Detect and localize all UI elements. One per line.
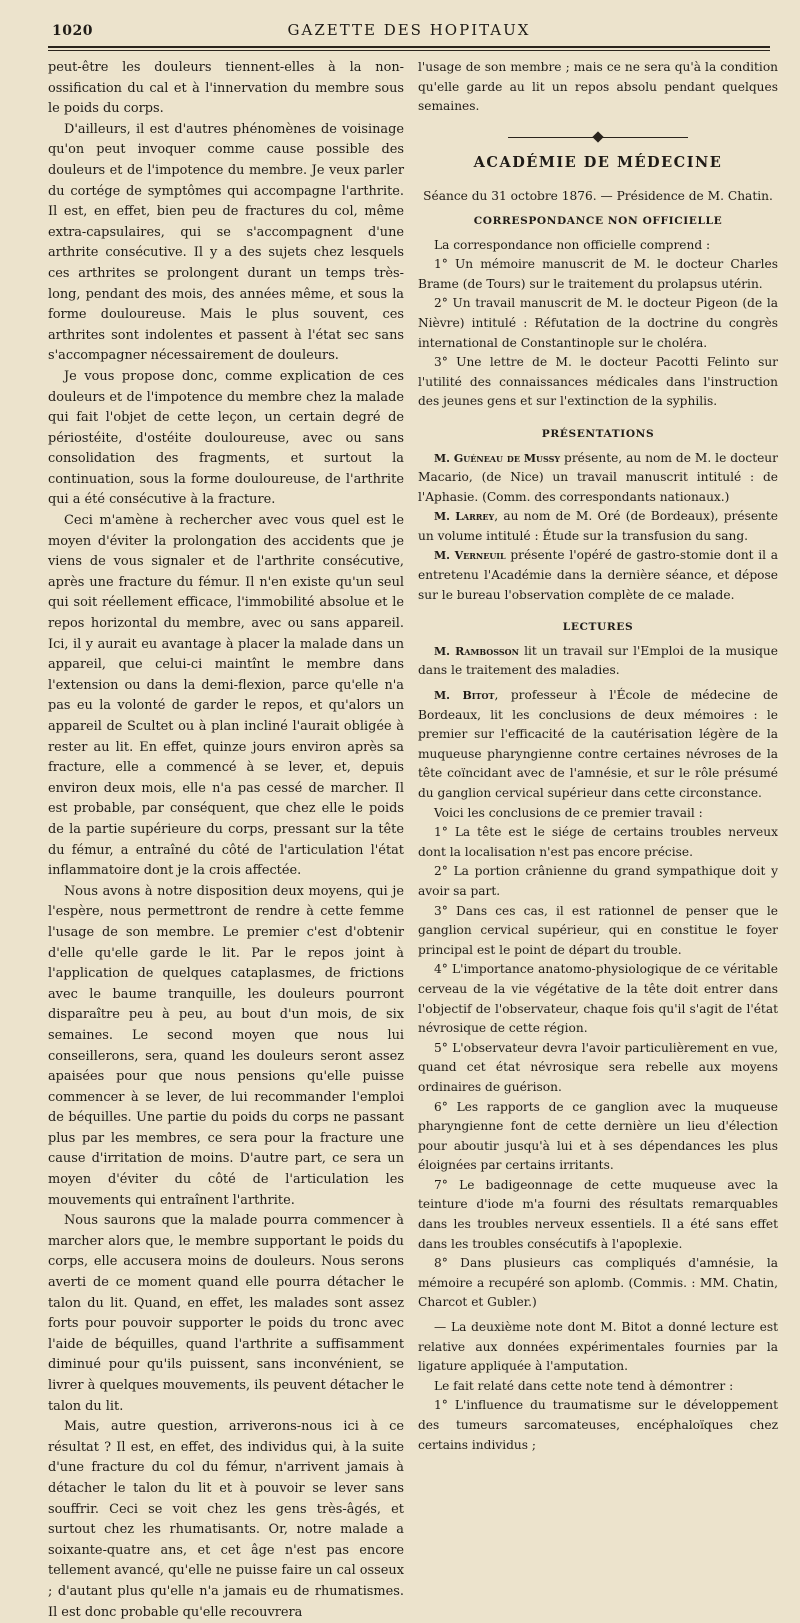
presentations-heading: PRÉSENTATIONS	[541, 427, 655, 440]
presentation-item: M. Guéneau de Mussy présente, au nom de M. le docteur Macario, (de Nice) un travail manuscrit intitulé : de l'Aphasie. (Comm. des correspondants nationaux.)	[418, 450, 778, 504]
paragraph: D'ailleurs, il est d'autres phénomènes de voisinage qu'on peut invoquer comme cause possible des douleurs et de l'impotence du membre. Je veux parler du cortége de symptômes qui accompagne l'arthrite. Il est, en effet, bien peu de fractures du col, même extra-capsulaires, qui se s'accompagnent d'une arthrite consécutive. Il y a des sujets chez lesquels ces arthrites se prolongent durant un temps très-long, pendant des mois, des années même, et sous la forme douloureuse. Mais le plus souvent, ces arthrites sont indolentes et passent à l'état sec sans s'accompagner nécessairement de douleurs.	[48, 121, 404, 364]
header-rule-thin	[48, 50, 770, 51]
conclusion-item: 3° Dans ces cas, il est rationnel de penser que le ganglion cervical supérieur, qui en constitue le foyer principal est le point de départ du trouble.	[418, 903, 778, 957]
conclusion-item: 6° Les rapports de ce ganglion avec la muqueuse pharyngienne font de cette dernière un lieu d'élection pour aboutir jusqu'à lui et à ses dépendances les plus éloignées par certains irritants.	[418, 1099, 778, 1173]
speaker-name: M. Bitot	[434, 689, 495, 703]
conclusion-item: 1° La tête est le siége de certains troubles nerveux dont la localisation n'est pas encore précise.	[418, 825, 778, 859]
journal-title: GAZETTE DES HOPITAUX	[287, 21, 531, 39]
paragraph: Ceci m'amène à rechercher avec vous quel est le moyen d'éviter la prolongation des accidents que je viens de vous signaler et de l'arthrite consécutive, après une fracture du fémur. Il n'en existe qu'un seul qui soit réellement efficace, l'immobilité absolue et le repos horizontal du membre, avec ou sans appareil. Ici, il y aurait eu avantage à placer la malade dans un appareil, que celui-ci maintînt le membre dans l'extension ou dans la demi-flexion, parce qu'elle n'a pas eu la volonté de garder le repos, et qu'alors un appareil de Scultet ou à plan incliné l'aurait obligée à rester au lit. En effet, quinze jours environ après sa fracture, elle a commencé à se lever, et, depuis environ deux mois, elle n'a pas cessé de marcher. Il est probable, par conséquent, que chez elle le poids de la partie supérieure du corps, pressant sur la tête du fémur, a entraîné du côté de l'articulation l'état inflammatoire dont je la crois affectée.	[48, 513, 404, 879]
left-column	[48, 58, 404, 1623]
header-rule	[48, 46, 770, 48]
second-note-paragraph: — La deuxième note dont M. Bitot a donné lecture est relative aux données expérimentales fournies par la ligature appliquée à l'amputation.	[418, 1320, 778, 1374]
fact-item: 1° L'influence du traumatisme sur le développement des tumeurs sarcomateuses, encéphaloïques chez certains individus ;	[418, 1398, 778, 1452]
correspondance-item: 1° Un mémoire manuscrit de M. le docteur Charles Brame (de Tours) sur le traitement du prolapsus utérin.	[418, 257, 778, 291]
continuation-paragraph: l'usage de son membre ; mais ce ne sera qu'à la condition qu'elle garde au lit un repos absolu pendant quelques semaines.	[418, 60, 778, 114]
paragraph: Je vous propose donc, comme explication de ces douleurs et de l'impotence du membre chez la malade qui fait l'objet de cette leçon, un certain degré de périostéite, d'ostéite douloureuse, avec ou sans consolidation des fragments, et surtout la continuation, sous la forme douloureuse, de l'arthrite qui a été consécutive à la fracture.	[48, 368, 404, 508]
right-column	[418, 58, 778, 1455]
page-number: 1020	[52, 23, 93, 39]
correspondance-heading: CORRESPONDANCE NON OFFICIELLE	[473, 214, 723, 227]
conclusion-item: 2° La portion crânienne du grand sympathique doit y avoir sa part.	[418, 864, 778, 898]
lectures-heading: LECTURES	[562, 621, 634, 634]
conclusion-item: 7° Le badigeonnage de cette muqueuse avec la teinture d'iode m'a fourni des résultats remarquables dans les troubles nerveux essentiels. Il a été sans effet dans les troubles consécutifs à l'apoplexie.	[418, 1177, 778, 1251]
diamond-ornament-icon	[592, 131, 603, 142]
lecture-item: M. Bitot, professeur à l'École de médecine de Bordeaux, lit les conclusions de deux mémoires : le premier sur l'efficacité de la cautérisation légère de la muqueuse pharyngienne contre certaines névroses de la tête coïncidant avec de l'amnésie, et sur le rôle présumé du ganglion cervical supérieur dans cette circonstance.	[418, 688, 778, 800]
lecture-item: M. Rambosson lit un travail sur l'Emploi de la musique dans le traitement des maladies.	[418, 643, 778, 678]
conclusions-intro: Voici les conclusions de ce premier travail :	[434, 805, 703, 820]
paragraph: Nous saurons que la malade pourra commencer à marcher alors que, le membre supportant le poids du corps, elle accusera moins de douleurs. Nous serons averti de ce moment quand elle pourra détacher le talon du lit. Quand, en effet, les malades sont assez forts pour pouvoir supporter le poids du tronc avec l'aide de béquilles, quand l'arthrite a suffisamment diminué pour qu'ils puissent, sans inconvénient, se livrer à quelques mouvements, ils peuvent détacher le talon du lit.	[48, 1213, 404, 1414]
session-line: Séance du 31 octobre 1876. — Présidence de M. Chatin.	[423, 189, 773, 204]
presentation-item: M. Verneuil présente l'opéré de gastro-stomie dont il a entretenu l'Académie dans la dernière séance, et dépose sur le bureau l'observation complète de ce malade.	[418, 548, 778, 602]
conclusion-item: 8° Dans plusieurs cas compliqués d'amnésie, la mémoire a recupéré son aplomb. (Commis. : MM. Chatin, Charcot et Gubler.)	[418, 1256, 778, 1310]
correspondance-item: 2° Un travail manuscrit de M. le docteur Pigeon (de la Nièvre) intitulé : Réfutation de la doctrine du congrès international de Constantinople sur le choléra.	[418, 296, 778, 350]
conclusion-item: 4° L'importance anatomo-physiologique de ce véritable cerveau de la vie végétative de la tête doit entrer dans l'objectif de l'observateur, chaque fois qu'il s'agit de l'état névrosique de cette région.	[418, 962, 778, 1036]
paragraph: peut-être les douleurs tiennent-elles à la non-ossification du cal et à l'innervation du membre sous le poids du corps.	[48, 60, 404, 117]
speaker-name: M. Rambosson	[434, 644, 519, 658]
academy-title: ACADÉMIE DE MÉDECINE	[473, 153, 723, 171]
correspondance-item: 3° Une lettre de M. le docteur Pacotti Felinto sur l'utilité des connaissances médicales dans l'instruction des jeunes gens et sur l'extinction de la syphilis.	[418, 355, 778, 409]
correspondance-intro: La correspondance non officielle comprend :	[434, 237, 711, 252]
speaker-name: M. Verneuil	[434, 549, 506, 563]
conclusion-item: 5° L'observateur devra l'avoir particulièrement en vue, quand cet état névrosique sera rebelle aux moyens ordinaires de guérison.	[418, 1040, 778, 1094]
presentation-item: M. Larrey, au nom de M. Oré (de Bordeaux), présente un volume intitulé : Étude sur la transfusion du sang.	[418, 509, 778, 543]
paragraph: Nous avons à notre disposition deux moyens, qui je l'espère, nous permettront de rendre à cette femme l'usage de son membre. Le premier c'est d'obtenir d'elle qu'elle garde le lit. Par le repos joint à l'application de quelques cataplasmes, de frictions avec le baume tranquille, les douleurs pourront disparaître peu à peu, au bout d'un mois, de six semaines. Le second moyen que nous lui conseillerons, sera, quand les douleurs seront assez apaisées pour que nous pensions qu'elle puisse commencer à se lever, de lui recommander l'emploi de béquilles. Une partie du poids du corps ne passant plus par les membres, ce sera pour la fracture une cause d'irritation de moins. D'autre part, ce sera un moyen d'éviter du côté de l'articulation les mouvements qui entraînent l'arthrite.	[48, 883, 404, 1208]
fact-intro: Le fait relaté dans cette note tend à démontrer :	[434, 1378, 734, 1393]
speaker-name: M. Larrey	[434, 510, 495, 524]
section-divider	[418, 131, 778, 145]
page-header	[48, 14, 770, 44]
paragraph: Mais, autre question, arriverons-nous ici à ce résultat ? Il est, en effet, des individus qui, à la suite d'une fracture du col du fémur, n'arrivent jamais à détacher le talon du lit et à pouvoir se lever sans souffrir. Ceci se voit chez les gens très-âgés, et surtout chez les rhumatisants. Or, notre malade a soixante-quatre ans, et cet âge n'est pas encore tellement avancé, qu'elle ne puisse faire un cal osseux ; d'autant plus qu'elle n'a jamais eu de rhumatismes. Il est donc probable qu'elle recouvrera	[48, 1419, 404, 1620]
speaker-name: M. Guéneau de Mussy	[434, 451, 561, 465]
